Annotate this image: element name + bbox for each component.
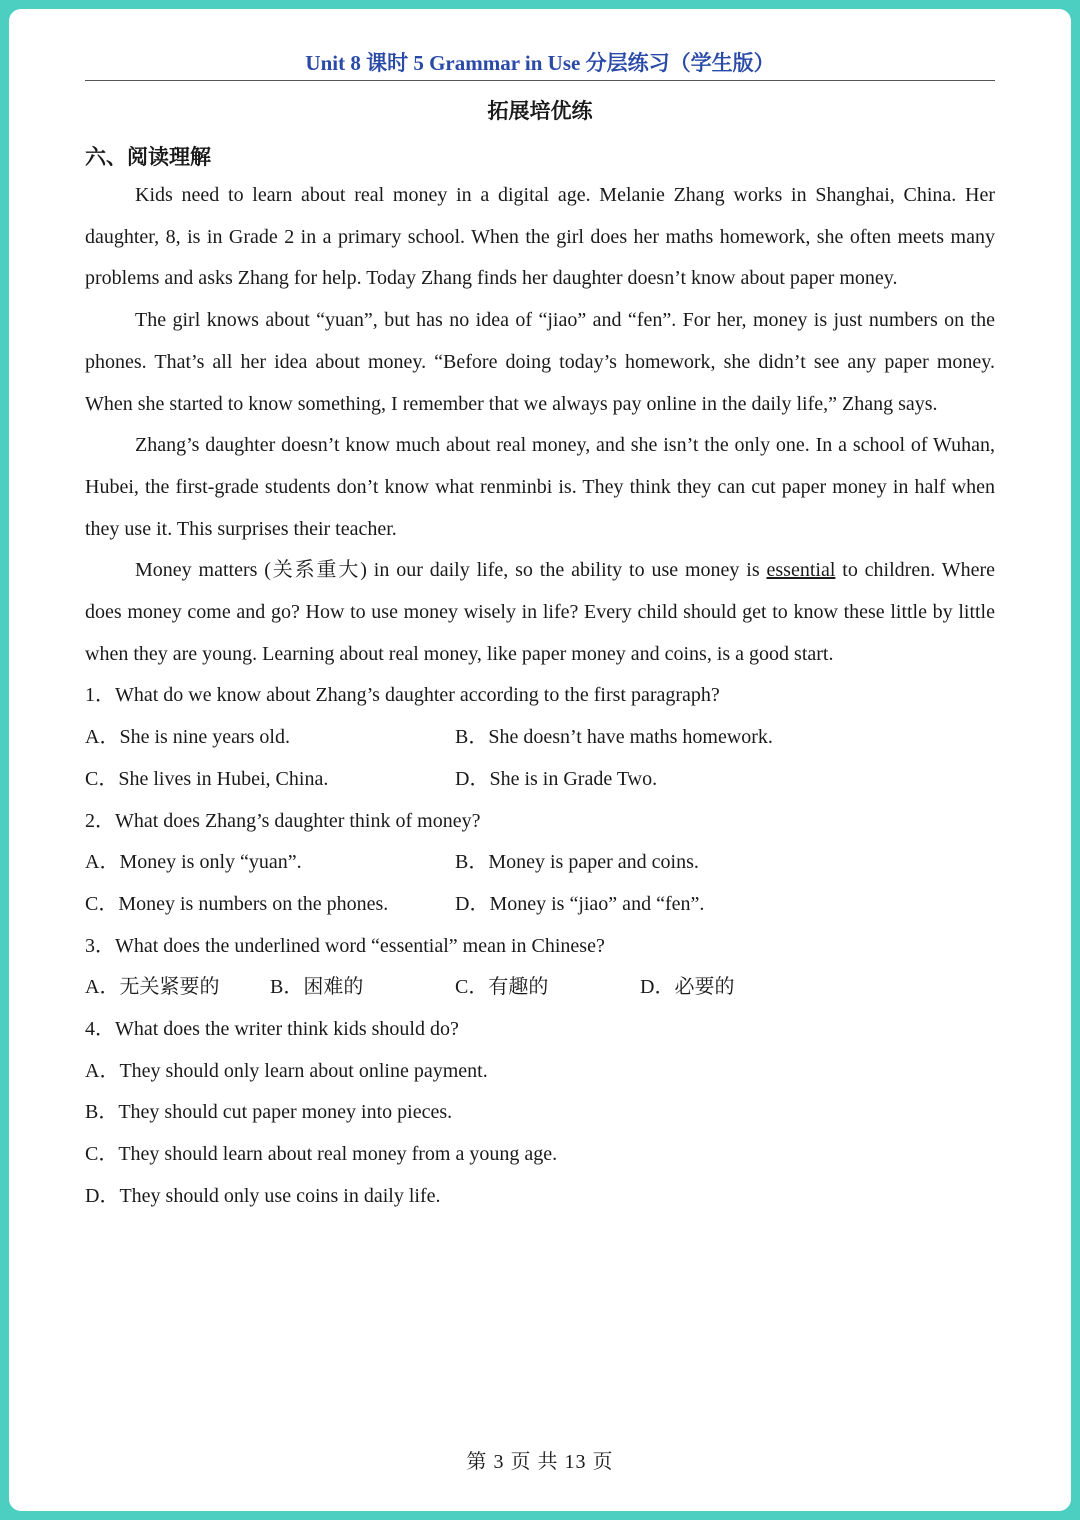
page-header-title: Unit 8 课时 5 Grammar in Use 分层练习（学生版）	[305, 51, 775, 75]
question-2-option-c: C．Money is numbers on the phones.	[85, 892, 389, 915]
question-1-option-a: A．She is nine years old.	[85, 726, 290, 749]
underlined-word: essential	[766, 559, 836, 582]
header-divider	[85, 80, 995, 81]
question-1-option-c: C．She lives in Hubei, China.	[85, 767, 329, 790]
question-2-options-row-2	[85, 884, 995, 926]
question-3-option-c: C．有趣的	[455, 976, 549, 999]
passage-paragraph-2: The girl knows about “yuan”, but has no idea of “jiao” and “fen”. For her, money is just numbers on the phones. That’s all her idea about money. “Before doing today’s homework, she didn’t see any paper money. When she started to know something, I remember that we always pay online in the daily life,” Zhang says.	[85, 309, 995, 415]
question-4-option-a: A．They should only learn about online payment.	[85, 1059, 488, 1082]
passage-paragraph-3: Zhang’s daughter doesn’t know much about real money, and she isn’t the only one. In a school of Wuhan, Hubei, the first-grade students don’t know what renminbi is. They think they can cut paper money in half when they use it. This surprises their teacher.	[85, 434, 995, 540]
question-1-option-b: B．She doesn’t have maths homework.	[455, 726, 773, 749]
passage-paragraph-4	[85, 550, 995, 675]
question-4-option-b: B．They should cut paper money into pieces.	[85, 1101, 453, 1124]
question-3-option-a: A．无关紧要的	[85, 976, 220, 999]
question-4-option-d: D．They should only use coins in daily life.	[85, 1184, 441, 1207]
question-3-option-b: B．困难的	[270, 976, 364, 999]
document-page	[9, 9, 1071, 1511]
question-4-option-c: C．They should learn about real money from a young age.	[85, 1143, 558, 1166]
question-2-stem: 2．What does Zhang’s daughter think of money?	[85, 809, 481, 832]
question-3-option-d: D．必要的	[640, 976, 735, 999]
question-3-options-row	[85, 967, 995, 1009]
question-2-option-a: A．Money is only “yuan”.	[85, 851, 302, 874]
passage-paragraph-1: Kids need to learn about real money in a digital age. Melanie Zhang works in Shanghai, China. Her daughter, 8, is in Grade 2 in a primary school. When the girl does her maths homework, she often meets many problems and asks Zhang for help. Today Zhang finds her daughter doesn’t know about paper money.	[85, 184, 995, 290]
paragraph-4-text-after: to children. Where does money come and go? How to use money wisely in life? Every child should get to know these little by little when they are young. Learning about real money, like paper money and coins, is a good start.	[85, 559, 996, 665]
question-1-option-d: D．She is in Grade Two.	[455, 767, 658, 790]
question-4-stem: 4．What does the writer think kids should do?	[85, 1018, 459, 1041]
question-2-option-d: D．Money is “jiao” and “fen”.	[455, 892, 705, 915]
page-number-footer: 第 3 页 共 13 页	[466, 1451, 614, 1473]
section-title: 拓展培优练	[487, 99, 593, 123]
part-title: 六、阅读理解	[85, 145, 211, 169]
question-1-options-row-1	[85, 717, 995, 759]
question-2-option-b: B．Money is paper and coins.	[455, 851, 699, 874]
question-2-options-row-1	[85, 842, 995, 884]
question-3-stem: 3．What does the underlined word “essential” mean in Chinese?	[85, 934, 605, 957]
question-1-stem: 1．What do we know about Zhang’s daughter according to the first paragraph?	[85, 684, 720, 707]
reading-content	[85, 175, 995, 1218]
paragraph-4-text-before: Money matters (关系重大) in our daily life, so the ability to use money is	[135, 559, 767, 582]
question-1-options-row-2	[85, 759, 995, 801]
